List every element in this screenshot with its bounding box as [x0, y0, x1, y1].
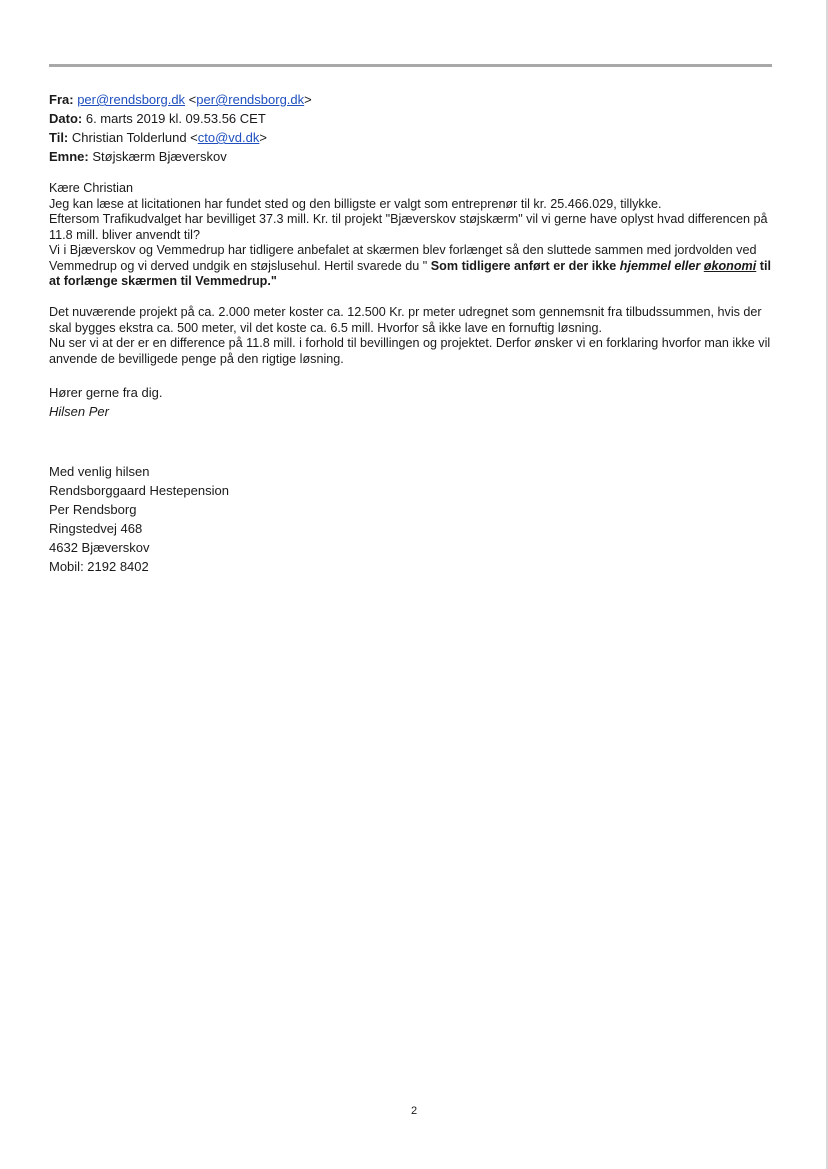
subject-value: Støjskærm Bjæverskov	[92, 149, 227, 164]
to-name: Christian Tolderlund <	[71, 130, 198, 145]
paragraph-4: Nu ser vi at der er en difference på 11.8 mill. i forhold til bevillingen og projektet. Derfor ønsker vi en forklaring hvorfor man ikke vil anvende de bevilligede penge på den rigtige løsning.	[49, 336, 771, 366]
closing-line: Hører gerne fra dig.	[49, 384, 163, 400]
date-label: Dato:	[49, 111, 83, 126]
from-email-bracketed-link[interactable]: per@rendsborg.dk	[196, 92, 305, 107]
signature-company: Rendsborggaard Hestepension	[49, 483, 229, 498]
paragraph-1-line-2: Eftersom Trafikudvalget har bevilliget 37.3 mill. Kr. til projekt "Bjæverskov støjskærm" vil vi gerne have oplyst hvad differencen på 11.8 mill. bliver anvendt til?	[49, 212, 768, 242]
signature-mobile: Mobil: 2192 8402	[49, 559, 149, 574]
paragraph-2-quote-end: til at forlænge skærmen til Vemmedrup."	[49, 258, 771, 288]
header-divider	[49, 64, 772, 67]
closing-signoff: Hilsen Per	[49, 403, 109, 419]
signature-street: Ringstedvej 468	[49, 521, 143, 536]
signature-regards: Med venlig hilsen	[49, 464, 150, 479]
email-header	[49, 90, 749, 166]
to-label: Til:	[49, 130, 69, 145]
signature-city: 4632 Bjæverskov	[49, 540, 150, 555]
subject-label: Emne:	[49, 149, 89, 164]
from-email-link[interactable]: per@rendsborg.dk	[77, 92, 186, 107]
paragraph-1-line-1: Jeg kan læse at licitationen har fundet sted og den billigste er valgt som entreprenør til kr. 25.466.029, tillykke.	[49, 196, 662, 211]
signature-name: Per Rendsborg	[49, 502, 137, 517]
paragraph-2	[49, 243, 771, 290]
paragraph-2-quote-underlined: økonomi	[703, 258, 757, 273]
to-email-link[interactable]: cto@vd.dk	[197, 130, 260, 145]
from-row: Fra: per@rendsborg.dk <per@rendsborg.dk>	[49, 92, 312, 107]
from-label: Fra:	[49, 92, 74, 107]
signature-block	[49, 462, 229, 576]
to-row: Til: Christian Tolderlund <cto@vd.dk>	[49, 130, 267, 145]
salutation: Kære Christian	[49, 181, 133, 195]
paragraph-2-quote-italic: hjemmel eller	[619, 258, 701, 273]
paragraph-2-text: Vi i Bjæverskov og Vemmedrup har tidligere anbefalet at skærmen blev forlænget så den sluttede sammen med jordvolden ved Vemmedrup og vi derved undgik en støjslusehul. Hertil svarede du "	[49, 243, 757, 273]
page-number: 2	[410, 1105, 418, 1117]
email-body	[49, 181, 771, 421]
date-row	[49, 109, 749, 128]
paragraph-2-quote-start: Som tidligere anført er der ikke	[430, 258, 617, 273]
subject-row	[49, 147, 749, 166]
date-value: 6. marts 2019 kl. 09.53.56 CET	[85, 111, 266, 126]
paragraph-3: Det nuværende projekt på ca. 2.000 meter koster ca. 12.500 Kr. pr meter udregnet som gennemsnit fra tilbudssummen, hvis der skal bygges ekstra ca. 500 meter, vil det koste ca. 6.5 mill. Hvorfor så ikke lave en fornuftig løsning.	[49, 305, 762, 335]
